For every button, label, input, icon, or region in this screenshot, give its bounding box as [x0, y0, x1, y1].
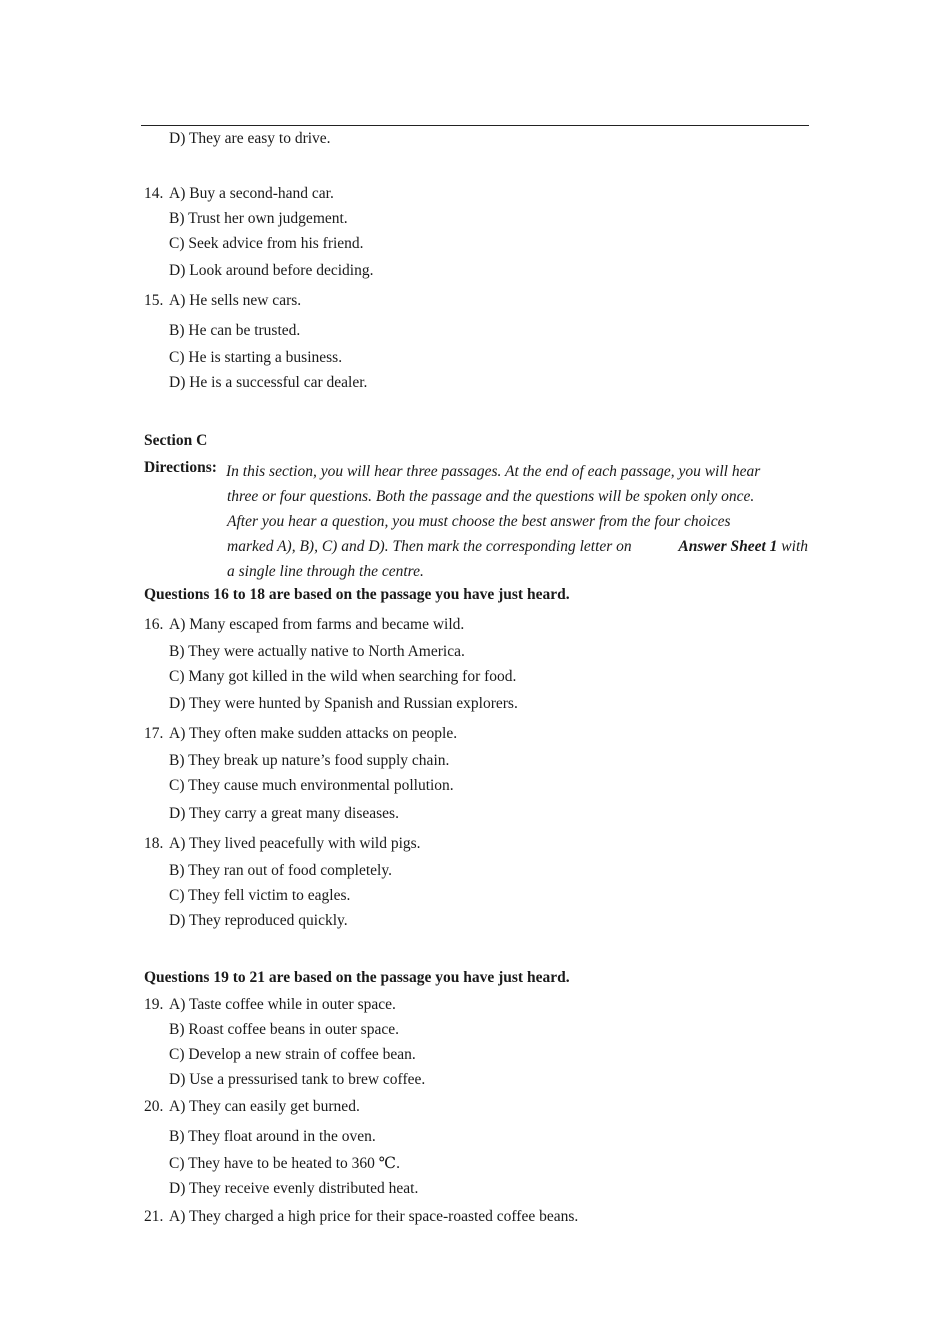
- q19-option-a: A) Taste coffee while in outer space.: [169, 996, 396, 1013]
- q16-option-b: B) They were actually native to North America.: [169, 643, 465, 660]
- section-title: Section C: [144, 432, 208, 449]
- directions-line-2: three or four questions. Both the passage and the questions will be spoken only once.: [227, 488, 755, 505]
- q15-option-c: C) He is starting a business.: [169, 349, 343, 366]
- q13-option-d: D) They are easy to drive.: [169, 130, 331, 147]
- q14-number: 14.: [144, 185, 164, 202]
- q20-option-b: B) They float around in the oven.: [169, 1128, 376, 1145]
- q16-option-d: D) They were hunted by Spanish and Russian explorers.: [169, 695, 518, 712]
- q16-option-a: A) Many escaped from farms and became wild.: [169, 616, 465, 633]
- q20-option-d: D) They receive evenly distributed heat.: [169, 1180, 419, 1197]
- q15-number: 15.: [144, 292, 164, 309]
- q15-option-b: B) He can be trusted.: [169, 322, 301, 339]
- q14-option-d: D) Look around before deciding.: [169, 262, 374, 279]
- q14-option-c: C) Seek advice from his friend.: [169, 235, 364, 252]
- q15-option-a: A) He sells new cars.: [169, 292, 302, 309]
- directions-line-1: In this section, you will hear three passages. At the end of each passage, you will hear: [226, 463, 761, 480]
- q20-number: 20.: [144, 1098, 164, 1115]
- directions-line-4b: [678, 534, 808, 559]
- q21-number: 21.: [144, 1208, 164, 1225]
- q18-option-c: C) They fell victim to eagles.: [169, 887, 351, 904]
- group1-heading: Questions 16 to 18 are based on the passage you have just heard.: [144, 586, 570, 603]
- q17-option-b: B) They break up nature’s food supply chain.: [169, 752, 450, 769]
- q17-option-d: D) They carry a great many diseases.: [169, 805, 399, 822]
- q18-option-a: A) They lived peacefully with wild pigs.: [169, 835, 421, 852]
- answer-sheet-ref: Answer Sheet 1: [678, 538, 778, 555]
- q19-number: 19.: [144, 996, 164, 1013]
- q19-option-c: C) Develop a new strain of coffee bean.: [169, 1046, 416, 1063]
- q15-option-d: D) He is a successful car dealer.: [169, 374, 368, 391]
- directions-line-4a: marked A), B), C) and D). Then mark the corresponding letter on: [227, 538, 632, 555]
- directions-line-3: After you hear a question, you must choose the best answer from the four choices: [227, 513, 731, 530]
- q21-option-a: A) They charged a high price for their space-roasted coffee beans.: [169, 1208, 579, 1225]
- directions-label: Directions:: [144, 459, 217, 476]
- directions-line-4c: with: [781, 538, 808, 555]
- q19-option-b: B) Roast coffee beans in outer space.: [169, 1021, 399, 1038]
- q20-option-a: A) They can easily get burned.: [169, 1098, 360, 1115]
- header-rule: [141, 125, 809, 126]
- q16-option-c: C) Many got killed in the wild when searching for food.: [169, 668, 517, 685]
- q17-option-a: A) They often make sudden attacks on people.: [169, 725, 458, 742]
- q20-option-c: C) They have to be heated to 360 ℃.: [169, 1155, 400, 1172]
- q14-option-b: B) Trust her own judgement.: [169, 210, 348, 227]
- q17-option-c: C) They cause much environmental pollution.: [169, 777, 454, 794]
- q19-option-d: D) Use a pressurised tank to brew coffee.: [169, 1071, 426, 1088]
- group2-heading: Questions 19 to 21 are based on the passage you have just heard.: [144, 969, 570, 986]
- q18-option-d: D) They reproduced quickly.: [169, 912, 348, 929]
- directions-line-4: [227, 534, 808, 559]
- q18-number: 18.: [144, 835, 164, 852]
- directions-text: [227, 459, 808, 584]
- q17-number: 17.: [144, 725, 164, 742]
- q14-option-a: A) Buy a second-hand car.: [169, 185, 334, 202]
- q16-number: 16.: [144, 616, 164, 633]
- q18-option-b: B) They ran out of food completely.: [169, 862, 392, 879]
- directions-line-5: a single line through the centre.: [227, 563, 424, 580]
